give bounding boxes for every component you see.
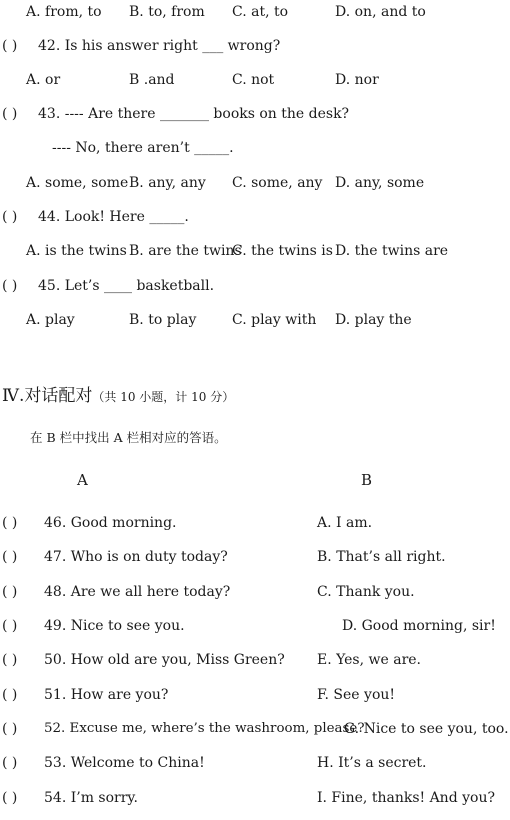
option-d: D. play the: [335, 312, 412, 328]
answer-bracket: ( ): [2, 278, 18, 294]
column-a-header: A: [77, 471, 88, 489]
answer-bracket: ( ): [2, 790, 18, 806]
match-row-52: [0, 721, 510, 741]
column-a-item: 48. Are we all here today?: [44, 584, 231, 600]
option-c: C. the twins is: [232, 243, 333, 259]
answer-bracket: ( ): [2, 549, 18, 565]
column-a-item: 54. I’m sorry.: [44, 790, 138, 806]
match-row-49: [0, 618, 510, 638]
option-c: C. play with: [232, 312, 317, 328]
option-d: D. nor: [335, 72, 379, 88]
option-c: C. some, any: [232, 175, 323, 191]
option-a: A. from, to: [26, 4, 102, 20]
question-text: 42. Is his answer right ___ wrong?: [38, 38, 281, 54]
column-a-item: 47. Who is on duty today?: [44, 549, 228, 565]
answer-bracket: ( ): [2, 38, 18, 54]
question-text: 44. Look! Here _____.: [38, 209, 189, 225]
column-a-item: 46. Good morning.: [44, 515, 177, 531]
section-heading: 对话配对: [24, 386, 93, 406]
section-numeral: Ⅳ.: [2, 386, 25, 406]
match-row-54: [0, 790, 510, 810]
option-c: C. not: [232, 72, 275, 88]
column-b-item: C. Thank you.: [317, 584, 415, 600]
answer-bracket: ( ): [2, 584, 18, 600]
column-b-item: E. Yes, we are.: [317, 652, 422, 668]
option-a: A. or: [26, 72, 61, 88]
option-b: B. to play: [129, 312, 197, 328]
column-b-item: F. See you!: [317, 687, 396, 703]
option-c: C. at, to: [232, 4, 289, 20]
option-b: B. to, from: [129, 4, 205, 20]
section-title: [2, 386, 234, 407]
option-a: A. play: [26, 312, 75, 328]
column-b-item: D. Good morning, sir!: [342, 618, 496, 634]
section-subtitle: （共 10 小题，计 10 分）: [92, 390, 235, 404]
option-a: A. some, some: [26, 175, 129, 191]
answer-bracket: ( ): [2, 721, 18, 737]
match-row-46: [0, 515, 510, 535]
option-d: D. the twins are: [335, 243, 449, 259]
section-instruction: 在 B 栏中找出 A 栏相对应的答语。: [30, 430, 227, 445]
option-b: B. any, any: [129, 175, 206, 191]
option-d: D. any, some: [335, 175, 425, 191]
column-b-item: A. I am.: [317, 515, 373, 531]
question-subtext: ---- No, there aren’t _____.: [52, 140, 234, 156]
match-row-50: [0, 652, 510, 672]
column-a-item: 52. Excuse me, where’s the washroom, please?: [44, 721, 365, 736]
option-b: B .and: [129, 72, 175, 88]
column-a-item: 51. How are you?: [44, 687, 169, 703]
match-row-51: [0, 687, 510, 707]
column-a-item: 53. Welcome to China!: [44, 755, 205, 771]
answer-bracket: ( ): [2, 687, 18, 703]
column-b-header: B: [361, 471, 373, 489]
column-b-item: G. Nice to see you, too.: [344, 721, 509, 737]
question-text: 45. Let’s ____ basketball.: [38, 278, 215, 294]
question-text: 43. ---- Are there _______ books on the desk?: [38, 106, 350, 122]
column-b-item: I. Fine, thanks! And you?: [317, 790, 495, 806]
match-row-47: [0, 549, 510, 569]
match-row-48: [0, 584, 510, 604]
option-a: A. is the twins: [26, 243, 127, 259]
column-a-item: 50. How old are you, Miss Green?: [44, 652, 285, 668]
option-b: B. are the twins: [129, 243, 242, 259]
option-d: D. on, and to: [335, 4, 426, 20]
column-b-item: B. That’s all right.: [317, 549, 446, 565]
answer-bracket: ( ): [2, 106, 18, 122]
column-b-item: H. It’s a secret.: [317, 755, 427, 771]
answer-bracket: ( ): [2, 209, 18, 225]
answer-bracket: ( ): [2, 515, 18, 531]
answer-bracket: ( ): [2, 618, 18, 634]
match-row-53: [0, 755, 510, 775]
answer-bracket: ( ): [2, 755, 18, 771]
column-a-item: 49. Nice to see you.: [44, 618, 185, 634]
answer-bracket: ( ): [2, 652, 18, 668]
